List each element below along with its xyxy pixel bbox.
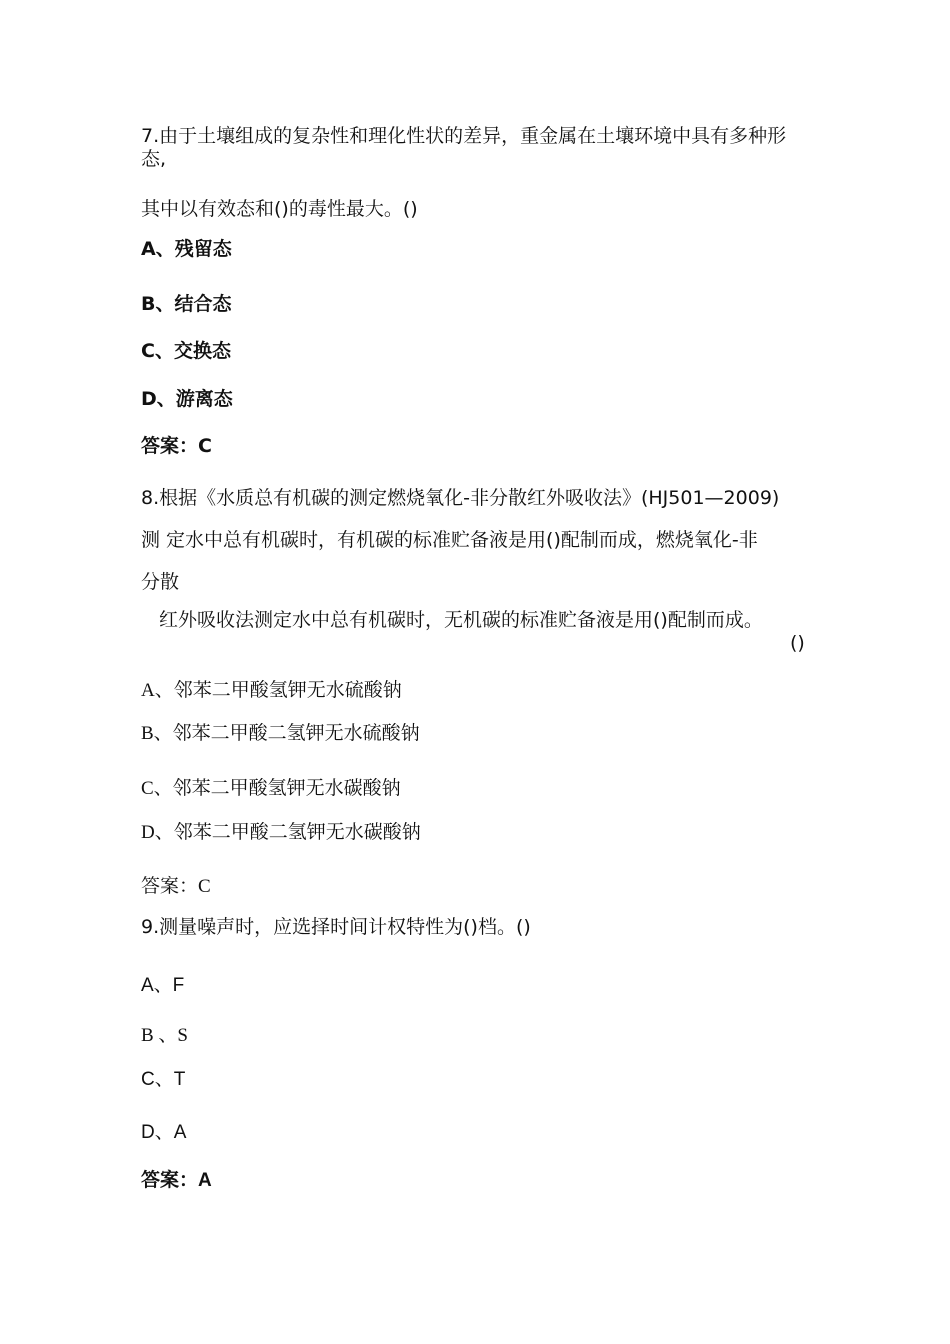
q7-option-d: D、游离态 xyxy=(141,388,233,410)
q9-option-d: D、A xyxy=(141,1122,187,1143)
q8-stem-line-2: 测 定水中总有机碳时，有机碳的标准贮备液是用()配制而成，燃烧氧化-非 xyxy=(141,529,758,551)
q8-stem-line-3: 分散 xyxy=(141,571,180,593)
q8-stem-line-4: 红外吸收法测定水中总有机碳时，无机碳的标准贮备液是用()配制而成。 xyxy=(159,609,763,631)
q9-stem-line-1: 9.测量噪声时，应选择时间计权特性为()档。() xyxy=(141,916,531,938)
q7-option-b: B、结合态 xyxy=(141,293,232,315)
q7-stem-line-1: 7.由于土壤组成的复杂性和理化性状的差异，重金属在土壤环境中具有多种形 xyxy=(141,125,787,147)
q9-option-b: B 、S xyxy=(141,1025,188,1046)
q9-option-a: A、F xyxy=(141,975,185,996)
q8-option-b: B、邻苯二甲酸二氢钾无水硫酸钠 xyxy=(141,723,420,744)
q9-option-c: C、T xyxy=(141,1069,186,1090)
q8-option-a: A、邻苯二甲酸氢钾无水硫酸钠 xyxy=(141,680,402,701)
q8-option-c: C、邻苯二甲酸氢钾无水碳酸钠 xyxy=(141,778,401,799)
q7-option-c: C、交换态 xyxy=(141,340,231,362)
q8-stem-paren: () xyxy=(790,632,805,654)
q9-answer: 答案：A xyxy=(141,1170,212,1191)
q8-stem-line-1: 8.根据《水质总有机碳的测定燃烧氧化-非分散红外吸收法》(HJ501—2009) xyxy=(141,487,780,509)
q8-answer: 答案：C xyxy=(141,876,211,897)
q8-option-d: D、邻苯二甲酸二氢钾无水碳酸钠 xyxy=(141,822,421,843)
q7-stem-line-2: 态, xyxy=(141,148,167,170)
q7-answer: 答案：C xyxy=(141,435,212,457)
q7-stem-line-3: 其中以有效态和()的毒性最大。() xyxy=(141,198,418,220)
q7-option-a: A、残留态 xyxy=(141,238,232,260)
